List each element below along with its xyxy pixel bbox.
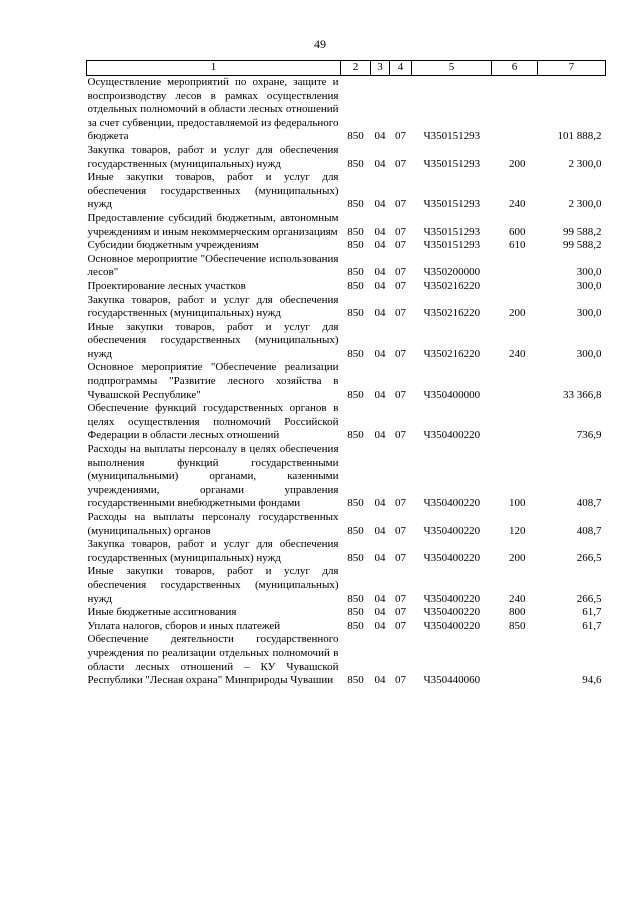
row-expense-code: 600 <box>509 225 526 238</box>
row-target-code: Ч350200000 <box>423 266 481 279</box>
row-section-code: 04 <box>374 266 386 279</box>
row-target-code: Ч350216220 <box>423 347 481 360</box>
row-name: Расходы на выплаты персоналу государственных (муниципальных) органов <box>87 511 339 537</box>
row-section-code: 04 <box>374 674 386 687</box>
row-section-code: 04 <box>374 307 386 320</box>
row-section-code: 04 <box>374 130 386 143</box>
row-amount: 408,7 <box>576 497 602 510</box>
row-target-code: Ч350216220 <box>423 307 481 320</box>
row-ministry-code: 850 <box>347 279 364 292</box>
row-name: Иные закупки товаров, работ и услуг для обеспечения государственных (муниципальных) нужд <box>87 565 339 605</box>
row-section-code: 04 <box>374 347 386 360</box>
row-expense-code <box>492 633 538 687</box>
row-section-code: 04 <box>374 157 386 170</box>
row-target-code: Ч350400000 <box>423 388 481 401</box>
table-row <box>87 239 606 253</box>
row-subsection-code: 07 <box>395 266 406 279</box>
row-target-code: Ч350151293 <box>423 239 481 252</box>
header-cell-subsection: 4 <box>390 61 412 76</box>
row-expense-code: 800 <box>509 606 526 619</box>
row-name: Обеспечение функций государственных органов в целях осуществления полномочий Российской Федерации в области лесных отношений <box>87 402 339 442</box>
row-subsection-code: 07 <box>395 551 406 564</box>
row-amount: 300,0 <box>576 347 602 360</box>
row-target-code: Ч350440060 <box>423 674 481 687</box>
row-subsection-code: 07 <box>395 592 406 605</box>
row-target-code: Ч350400220 <box>423 551 481 564</box>
row-ministry-code: 850 <box>347 388 364 401</box>
row-expense-code: 240 <box>509 592 526 605</box>
page-number: 49 <box>314 37 326 51</box>
row-expense-code <box>492 402 538 443</box>
header-cell-name: 1 <box>87 61 341 76</box>
row-section-code: 04 <box>374 619 386 632</box>
row-section-code: 04 <box>374 592 386 605</box>
row-expense-code <box>492 280 538 294</box>
row-amount: 300,0 <box>576 266 602 279</box>
row-subsection-code: 07 <box>395 279 406 292</box>
row-target-code: Ч350151293 <box>423 130 481 143</box>
row-target-code: Ч350151293 <box>423 225 481 238</box>
row-name: Закупка товаров, работ и услуг для обеспечения государственных (муниципальных) нужд <box>87 143 339 170</box>
table-row <box>87 402 606 443</box>
row-amount: 266,5 <box>576 592 602 605</box>
row-section-code: 04 <box>374 606 386 619</box>
row-target-code: Ч350151293 <box>423 157 481 170</box>
row-ministry-code: 850 <box>347 429 364 442</box>
row-section-code: 04 <box>374 239 386 252</box>
row-target-code: Ч350400220 <box>423 524 481 537</box>
row-expense-code: 610 <box>509 239 526 252</box>
row-name: Иные бюджетные ассигнования <box>87 606 237 619</box>
row-ministry-code: 850 <box>347 266 364 279</box>
table-row <box>87 294 606 321</box>
row-name: Закупка товаров, работ и услуг для обеспечения государственных (муниципальных) нужд <box>87 538 339 564</box>
row-target-code: Ч350400220 <box>423 592 481 605</box>
row-name: Субсидии бюджетным учреждениям <box>87 239 259 252</box>
table-row <box>87 443 606 511</box>
row-amount: 33 366,8 <box>563 388 602 401</box>
table-row <box>87 321 606 362</box>
row-subsection-code: 07 <box>395 619 406 632</box>
row-ministry-code: 850 <box>347 497 364 510</box>
row-amount: 408,7 <box>576 524 602 537</box>
table-row <box>87 511 606 538</box>
row-subsection-code: 07 <box>395 429 406 442</box>
row-subsection-code: 07 <box>395 347 406 360</box>
row-target-code: Ч350400220 <box>423 497 481 510</box>
row-target-code: Ч350400220 <box>423 429 481 442</box>
row-subsection-code: 07 <box>395 157 406 170</box>
row-name: Предоставление субсидий бюджетным, автономным учреждениям и иным некоммерческим организациям <box>87 211 339 238</box>
row-section-code: 04 <box>374 198 386 211</box>
row-section-code: 04 <box>374 388 386 401</box>
row-name: Закупка товаров, работ и услуг для обеспечения государственных (муниципальных) нужд <box>87 293 339 320</box>
row-expense-code: 100 <box>509 497 526 510</box>
row-subsection-code: 07 <box>395 497 406 510</box>
row-ministry-code: 850 <box>347 225 364 238</box>
table-row <box>87 361 606 402</box>
row-amount: 2 300,0 <box>568 198 602 211</box>
row-expense-code <box>492 253 538 280</box>
row-name: Иные закупки товаров, работ и услуг для обеспечения государственных (муниципальных) нужд <box>87 320 339 360</box>
row-amount: 99 588,2 <box>563 239 602 252</box>
header-cell-target: 5 <box>412 61 492 76</box>
row-subsection-code: 07 <box>395 198 406 211</box>
row-ministry-code: 850 <box>347 524 364 537</box>
row-ministry-code: 850 <box>347 674 364 687</box>
row-subsection-code: 07 <box>395 225 406 238</box>
row-name: Проектирование лесных участков <box>87 279 246 292</box>
row-ministry-code: 850 <box>347 157 364 170</box>
row-section-code: 04 <box>374 279 386 292</box>
row-amount: 736,9 <box>576 429 602 442</box>
row-name: Основное мероприятие "Обеспечение использования лесов" <box>87 252 339 279</box>
row-section-code: 04 <box>374 429 386 442</box>
row-name: Осуществление мероприятий по охране, защите и воспроизводству лесов в рамках осуществления отдельных полномочий в области лесных отношений за счет субвенции, предоставляемой из федерального бюджета <box>87 76 339 143</box>
row-subsection-code: 07 <box>395 388 406 401</box>
row-name: Обеспечение деятельности государственного учреждения по реализации отдельных полномочий в области лесных отношений – КУ Чувашской Республики "Лесная охрана" Минприроды Чувашии <box>87 633 339 687</box>
row-amount: 94,6 <box>582 674 602 687</box>
row-section-code: 04 <box>374 551 386 564</box>
row-target-code: Ч350400220 <box>423 606 481 619</box>
row-amount: 2 300,0 <box>568 157 602 170</box>
row-amount: 300,0 <box>576 279 602 292</box>
row-expense-code: 200 <box>509 157 526 170</box>
row-name: Иные закупки товаров, работ и услуг для обеспечения государственных (муниципальных) нужд <box>87 171 339 211</box>
row-amount: 99 588,2 <box>563 225 602 238</box>
row-amount: 61,7 <box>582 606 602 619</box>
row-ministry-code: 850 <box>347 619 364 632</box>
header-cell-section: 3 <box>371 61 390 76</box>
table-row <box>87 620 606 634</box>
table-row <box>87 633 606 687</box>
row-expense-code: 240 <box>509 347 526 360</box>
row-ministry-code: 850 <box>347 307 364 320</box>
table-row <box>87 171 606 212</box>
table-row <box>87 565 606 606</box>
row-target-code: Ч350151293 <box>423 198 481 211</box>
row-ministry-code: 850 <box>347 130 364 143</box>
table-row <box>87 538 606 565</box>
row-ministry-code: 850 <box>347 347 364 360</box>
row-name: Уплата налогов, сборов и иных платежей <box>87 619 281 632</box>
budget-table <box>86 60 606 688</box>
row-amount: 101 888,2 <box>557 130 602 143</box>
table-header-row <box>87 61 606 76</box>
row-name: Основное мероприятие "Обеспечение реализации подпрограммы "Развитие лесного хозяйства в Чувашской Республике" <box>87 361 339 401</box>
row-target-code: Ч350216220 <box>423 279 481 292</box>
table-row <box>87 76 606 144</box>
table-row <box>87 253 606 280</box>
header-cell-ministry: 2 <box>341 61 371 76</box>
row-expense-code <box>492 76 538 144</box>
row-section-code: 04 <box>374 225 386 238</box>
table-row <box>87 144 606 171</box>
row-ministry-code: 850 <box>347 606 364 619</box>
row-amount: 300,0 <box>576 307 602 320</box>
row-section-code: 04 <box>374 524 386 537</box>
row-subsection-code: 07 <box>395 674 406 687</box>
row-expense-code: 200 <box>509 551 526 564</box>
row-expense-code <box>492 361 538 402</box>
header-cell-amount: 7 <box>538 61 606 76</box>
row-section-code: 04 <box>374 497 386 510</box>
table-row <box>87 280 606 294</box>
row-expense-code: 850 <box>509 619 526 632</box>
table-row <box>87 212 606 239</box>
row-ministry-code: 850 <box>347 592 364 605</box>
row-target-code: Ч350400220 <box>423 619 481 632</box>
row-subsection-code: 07 <box>395 130 406 143</box>
row-expense-code: 120 <box>509 524 526 537</box>
row-ministry-code: 850 <box>347 551 364 564</box>
row-expense-code: 200 <box>509 307 526 320</box>
row-subsection-code: 07 <box>395 307 406 320</box>
row-amount: 266,5 <box>576 551 602 564</box>
row-ministry-code: 850 <box>347 198 364 211</box>
row-amount: 61,7 <box>582 619 602 632</box>
header-cell-expense: 6 <box>492 61 538 76</box>
row-ministry-code: 850 <box>347 239 364 252</box>
row-subsection-code: 07 <box>395 524 406 537</box>
table-row <box>87 606 606 620</box>
row-subsection-code: 07 <box>395 606 406 619</box>
row-expense-code: 240 <box>509 198 526 211</box>
row-name: Расходы на выплаты персоналу в целях обеспечения выполнения функций государственными (муниципальными) органами, казенными учреждениями, органами управления государственными внебюджетными фондами <box>87 443 339 510</box>
row-subsection-code: 07 <box>395 239 406 252</box>
